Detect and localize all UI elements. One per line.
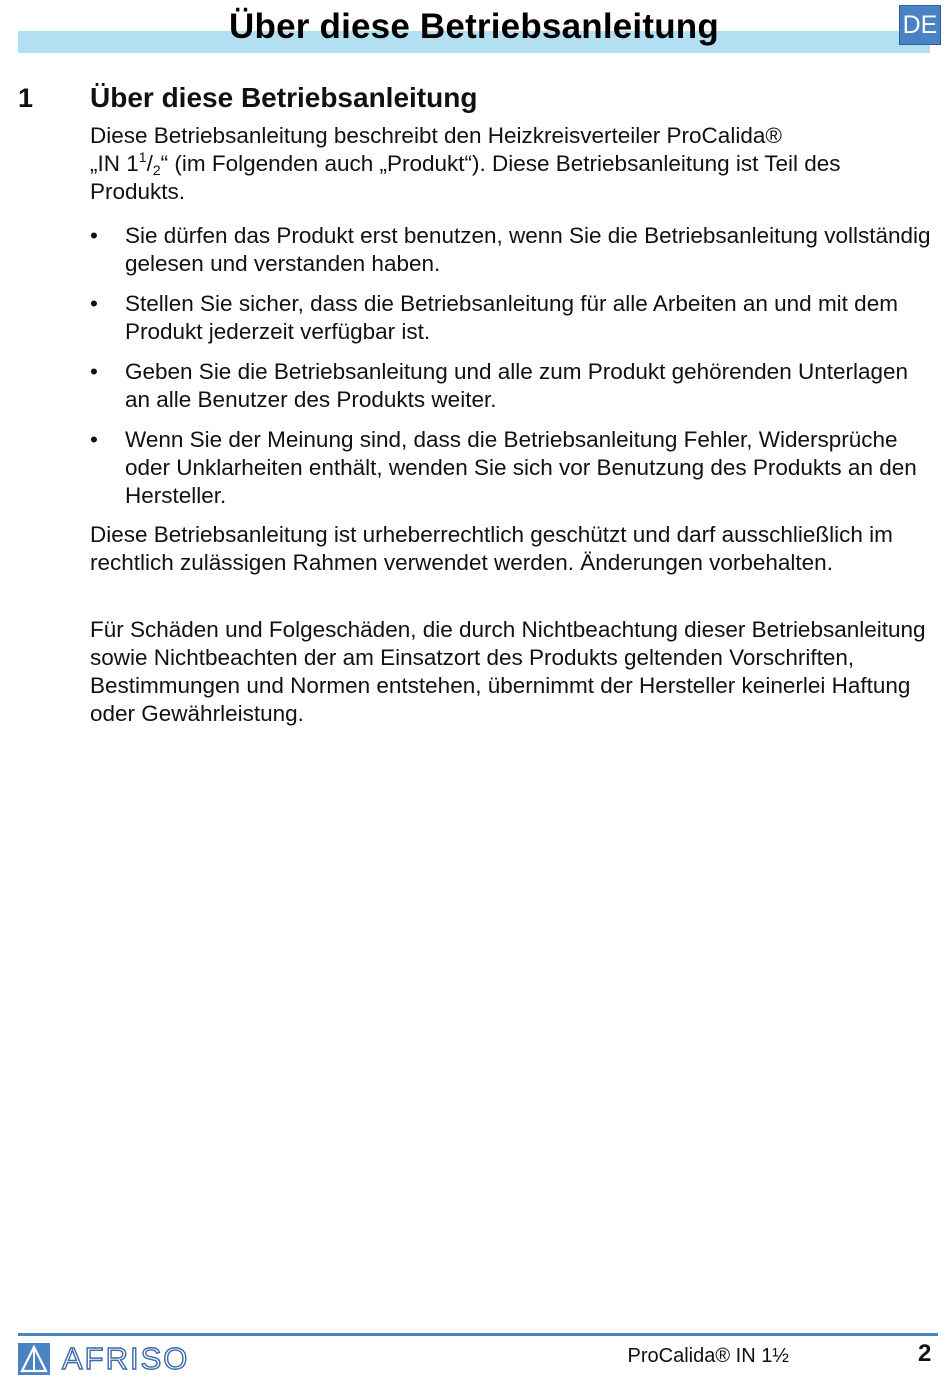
list-item (90, 358, 935, 414)
intro-text-prefix: „IN 1 (90, 151, 139, 176)
copyright-paragraph: Diese Betriebsanleitung ist urheberrechtlich geschützt und darf ausschließlich im rechtlich zulässigen Rahmen verwendet werden. Änderungen vorbehalten. (90, 522, 893, 575)
fraction-denominator: 2 (152, 162, 161, 178)
footer-divider (18, 1333, 938, 1336)
bullet-text: Wenn Sie der Meinung sind, dass die Betriebsanleitung Fehler, Widersprüche oder Unklarheiten enthält, wenden Sie sich vor Benutzung des Produkts an den Hersteller. (125, 427, 917, 508)
bullet-icon: • (90, 427, 98, 452)
footer-product-name: ProCalida® IN 1½ (627, 1345, 789, 1367)
list-item (90, 222, 935, 278)
bullet-icon: • (90, 359, 98, 384)
section-number: 1 (18, 83, 34, 113)
language-badge: DE (899, 5, 941, 45)
afriso-logo-icon (18, 1343, 50, 1375)
intro-paragraph (90, 122, 935, 206)
page-header-title: Über diese Betriebsanleitung (229, 7, 719, 46)
section-title: Über diese Betriebsanleitung (90, 82, 478, 113)
bullet-text: Sie dürfen das Produkt erst benutzen, wenn Sie die Betriebsanleitung vollständig gelesen und verstanden haben. (125, 223, 931, 276)
intro-text-part1: Diese Betriebsanleitung beschreibt den Heizkreisverteiler ProCalida® (90, 123, 782, 148)
intro-text-suffix: “ (im Folgenden auch „Produkt“). Diese Betriebsanleitung ist Teil des Produkts. (90, 151, 841, 204)
bullet-text: Geben Sie die Betriebsanleitung und alle zum Produkt gehörenden Unterlagen an alle Benutzer des Produkts weiter. (125, 359, 909, 412)
instruction-bullet-list (90, 222, 935, 522)
bullet-icon: • (90, 223, 98, 248)
bullet-icon: • (90, 291, 98, 316)
page-number: 2 (918, 1340, 932, 1367)
afriso-logo-text: AFRISO (62, 1341, 190, 1376)
list-item (90, 290, 935, 346)
liability-paragraph: Für Schäden und Folgeschäden, die durch Nichtbeachtung dieser Betriebsanleitung sowie Nichtbeachten der am Einsatzort des Produkts geltenden Vorschriften, Bestimmungen und Normen entstehen, übernimmt der Hersteller keinerlei Haftung oder Gewährleistung. (90, 617, 926, 726)
bullet-text: Stellen Sie sicher, dass die Betriebsanleitung für alle Arbeiten an und mit dem Produkt jederzeit verfügbar ist. (125, 291, 898, 344)
list-item (90, 426, 935, 510)
fraction-numerator: 1 (138, 149, 147, 165)
fraction-slash: / (146, 151, 153, 176)
